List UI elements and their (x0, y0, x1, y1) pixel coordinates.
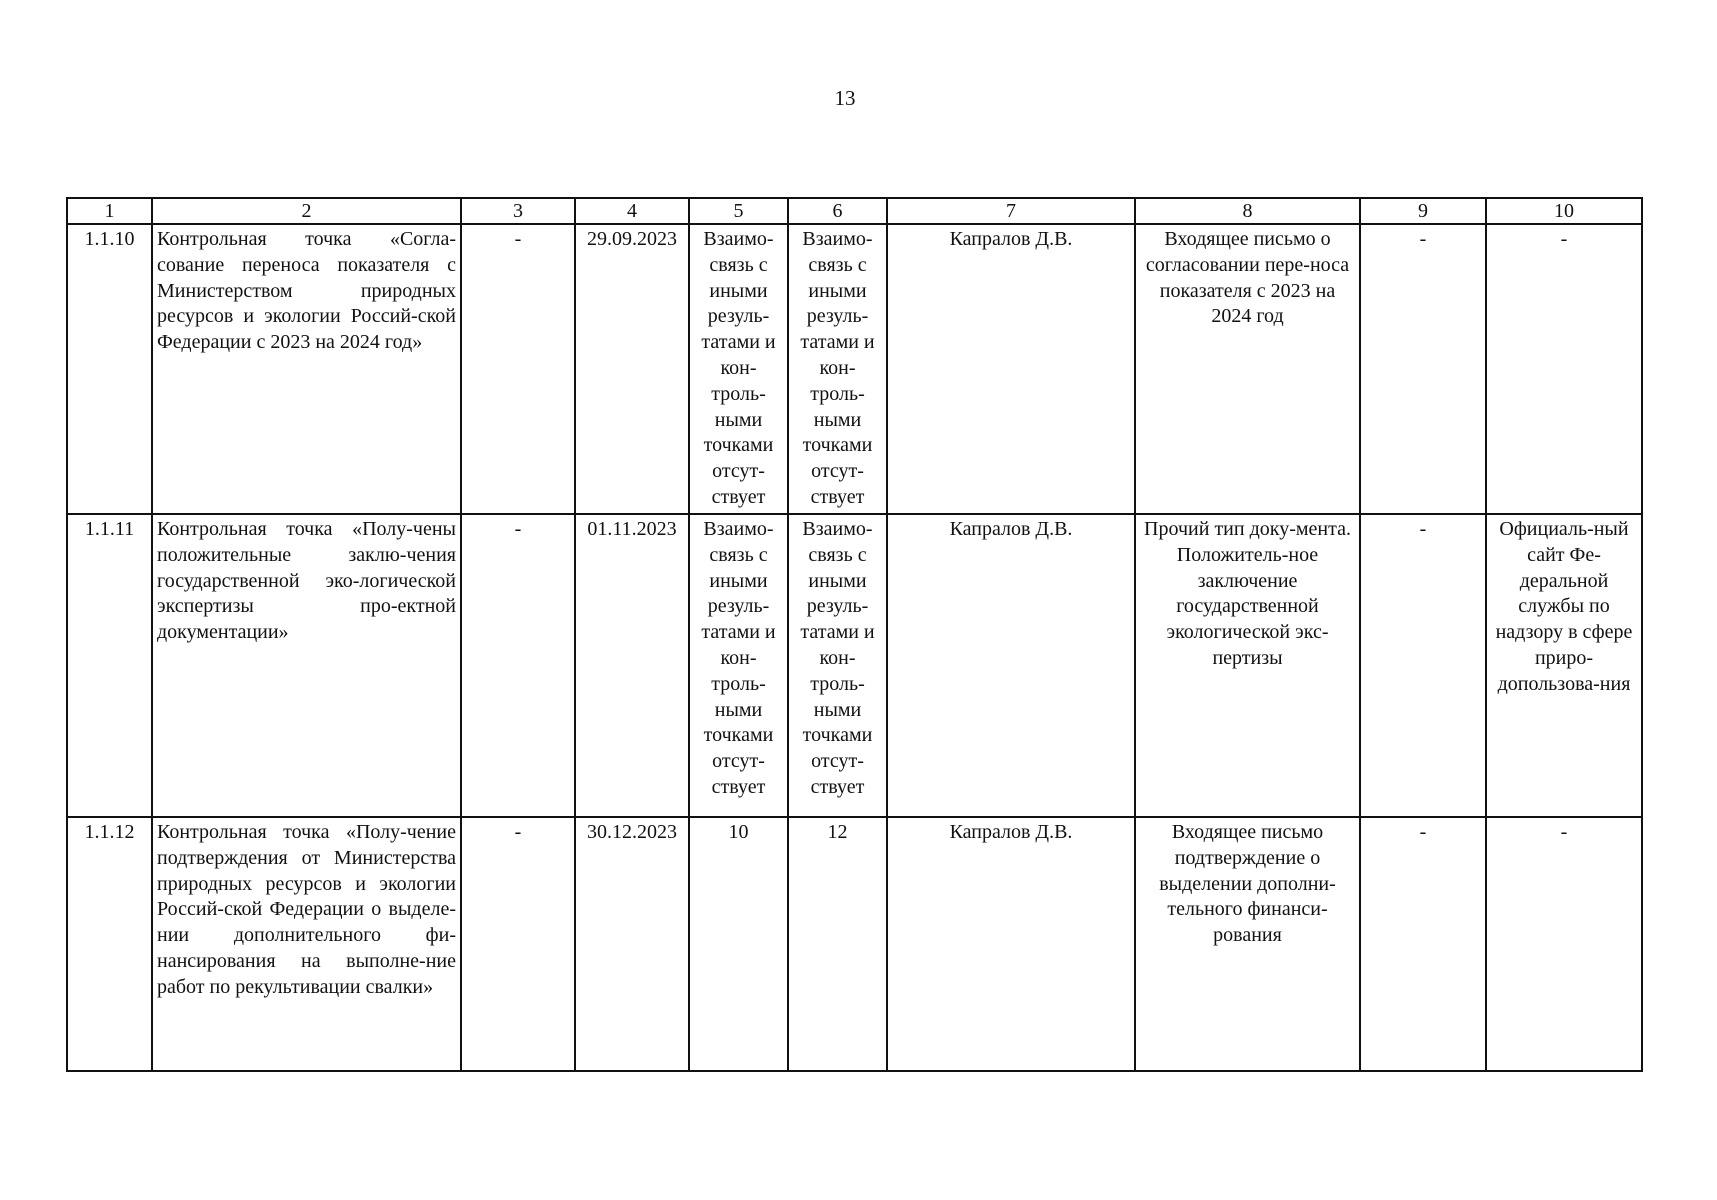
column-6-value: Взаимо-связь с иными резуль-татами и кон-троль-ными точками отсут-ствует (788, 224, 887, 514)
row-number: 1.1.10 (67, 224, 152, 514)
column-5-value: Взаимо-связь с иными резуль-татами и кон-троль-ными точками отсут-ствует (689, 514, 788, 817)
header-cell-1: 1 (67, 198, 152, 224)
column-3-value: - (461, 224, 575, 514)
header-cell-8: 8 (1135, 198, 1360, 224)
document-type: Входящее письмо подтверждение о выделении дополни-тельного финанси-рования (1135, 817, 1360, 1071)
row-number: 1.1.12 (67, 817, 152, 1071)
header-cell-7: 7 (887, 198, 1135, 224)
table-row (67, 817, 1642, 1071)
header-cell-9: 9 (1360, 198, 1486, 224)
column-5-value: Взаимо-связь с иными резуль-татами и кон-троль-ными точками отсут-ствует (689, 224, 788, 514)
row-number: 1.1.11 (67, 514, 152, 817)
column-6-value: Взаимо-связь с иными резуль-татами и кон-троль-ными точками отсут-ствует (788, 514, 887, 817)
responsible-person: Капралов Д.В. (887, 224, 1135, 514)
column-10-value: - (1486, 224, 1642, 514)
table-row (67, 514, 1642, 817)
column-6-value: 12 (788, 817, 887, 1071)
document-type: Входящее письмо о согласовании пере-носа показателя с 2023 на 2024 год (1135, 224, 1360, 514)
date-cell: 29.09.2023 (575, 224, 689, 514)
control-point-name: Контрольная точка «Согла-сование переноса показателя с Министерством природных ресурсов и экологии Россий-ской Федерации с 2023 на 2024 год» (152, 224, 461, 514)
column-10-value: Официаль-ный сайт Фе-деральной службы по надзору в сфере приро-допользова-ния (1486, 514, 1642, 817)
table-row (67, 224, 1642, 514)
column-5-value: 10 (689, 817, 788, 1071)
column-9-value: - (1360, 514, 1486, 817)
header-cell-4: 4 (575, 198, 689, 224)
responsible-person: Капралов Д.В. (887, 817, 1135, 1071)
control-point-name: Контрольная точка «Полу-чены положительные заклю-чения государственной эко-логической экспертизы про-ектной документации» (152, 514, 461, 817)
column-9-value: - (1360, 224, 1486, 514)
header-cell-6: 6 (788, 198, 887, 224)
control-point-name: Контрольная точка «Полу-чение подтверждения от Министерства природных ресурсов и экологии Россий-ской Федерации о выделе-нии дополнительного фи-нансирования на выполне-ние работ по рекультивации свалки» (152, 817, 461, 1071)
date-cell: 01.11.2023 (575, 514, 689, 817)
date-cell: 30.12.2023 (575, 817, 689, 1071)
header-cell-2: 2 (152, 198, 461, 224)
header-row (67, 198, 1642, 224)
responsible-person: Капралов Д.В. (887, 514, 1135, 817)
header-cell-10: 10 (1486, 198, 1642, 224)
page-number: 13 (834, 86, 856, 110)
document-type: Прочий тип доку-мента. Положитель-ное заключение государственной экологической экс-пертизы (1135, 514, 1360, 817)
control-points-table (66, 197, 1643, 1072)
column-3-value: - (461, 817, 575, 1071)
column-10-value: - (1486, 817, 1642, 1071)
column-9-value: - (1360, 817, 1486, 1071)
column-3-value: - (461, 514, 575, 817)
header-cell-5: 5 (689, 198, 788, 224)
header-cell-3: 3 (461, 198, 575, 224)
